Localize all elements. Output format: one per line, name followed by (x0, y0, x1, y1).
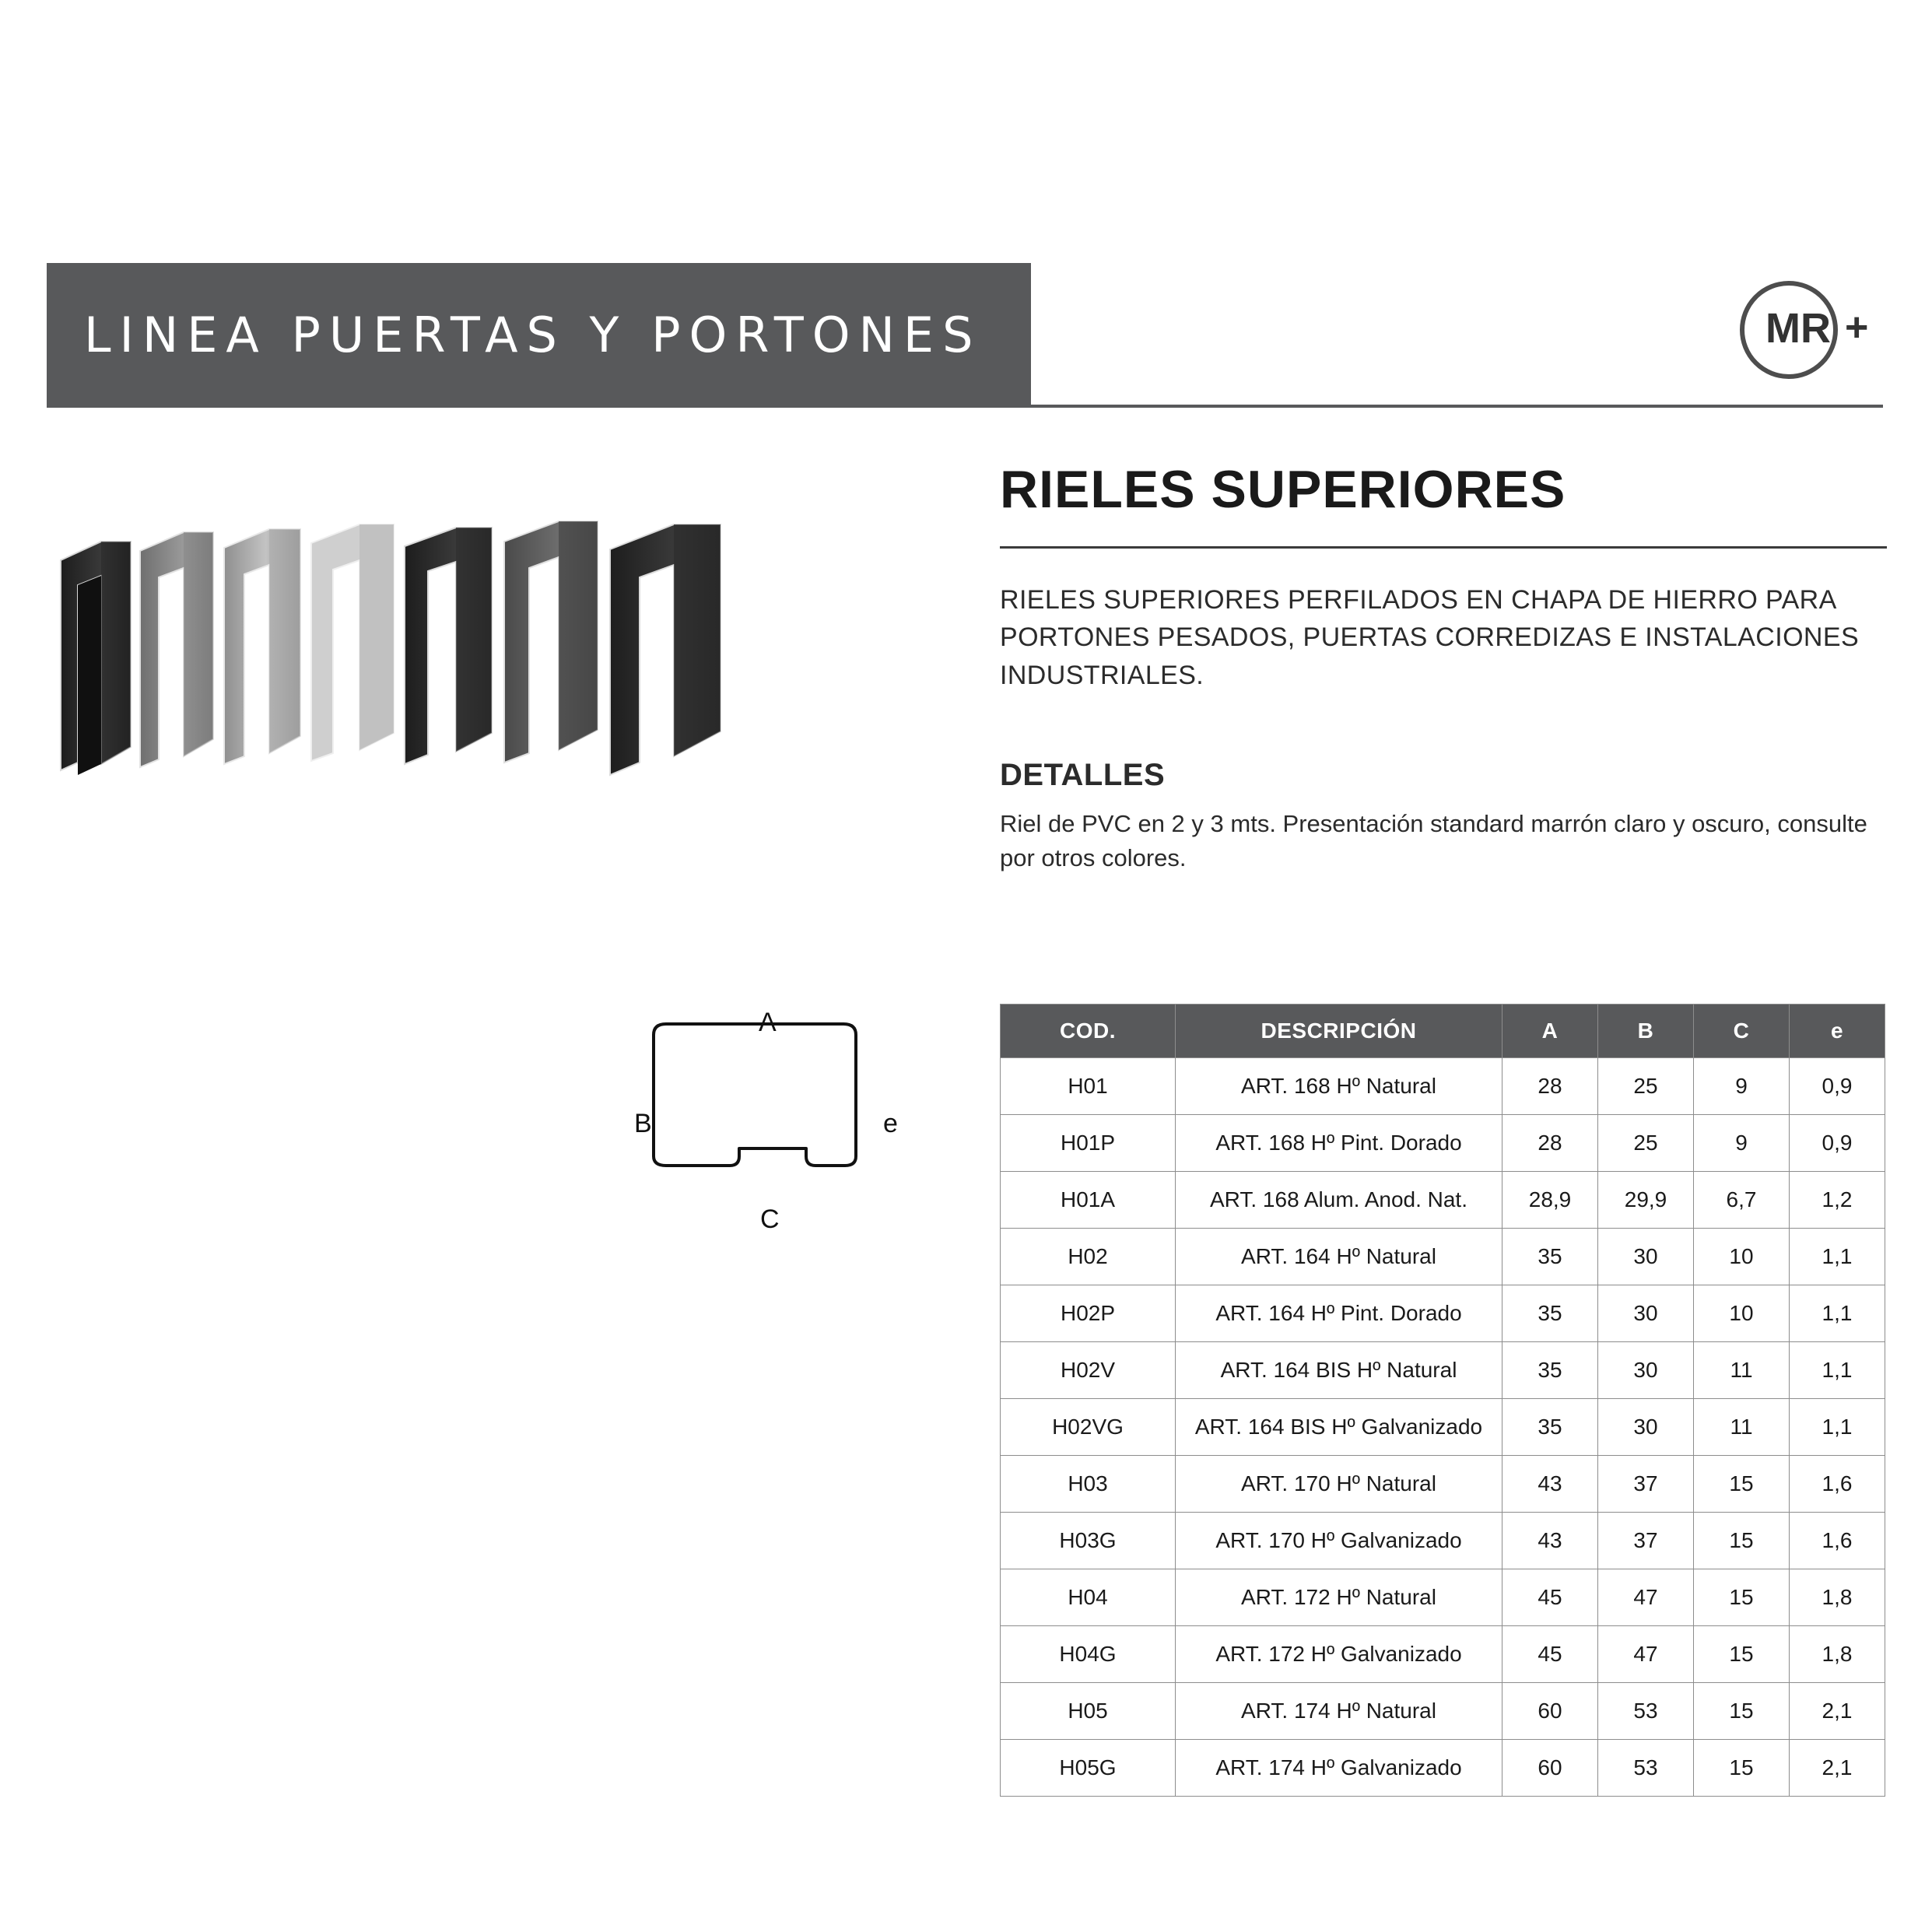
table-row (1001, 1683, 1885, 1740)
table-cell-a: 35 (1502, 1285, 1598, 1342)
rail-item (504, 521, 598, 763)
table-cell-cod: H05 (1001, 1683, 1176, 1740)
table-cell-cod: H03 (1001, 1456, 1176, 1513)
table-cell-cod: H02P (1001, 1285, 1176, 1342)
dimension-label-c: C (760, 1204, 780, 1234)
table-row (1001, 1740, 1885, 1797)
table-cell-cod: H04G (1001, 1626, 1176, 1683)
table-cell-c: 10 (1694, 1229, 1790, 1285)
table-header-a: A (1502, 1005, 1598, 1058)
svg-text:MR: MR (1765, 305, 1831, 352)
rail-item (311, 524, 394, 761)
table-cell-a: 60 (1502, 1740, 1598, 1797)
table-cell-b: 53 (1598, 1740, 1694, 1797)
table-cell-a: 28 (1502, 1058, 1598, 1115)
table-cell-b: 30 (1598, 1399, 1694, 1456)
table-cell-c: 15 (1694, 1740, 1790, 1797)
brand-logo (1728, 274, 1884, 391)
dimension-label-a: A (759, 1008, 777, 1037)
table-cell-e: 2,1 (1790, 1740, 1885, 1797)
table-cell-a: 28 (1502, 1115, 1598, 1172)
table-cell-c: 15 (1694, 1513, 1790, 1569)
title-divider (1000, 546, 1887, 549)
table-cell-c: 10 (1694, 1285, 1790, 1342)
table-cell-e: 1,6 (1790, 1513, 1885, 1569)
header-divider (47, 405, 1883, 408)
table-cell-a: 28,9 (1502, 1172, 1598, 1229)
table-cell-b: 25 (1598, 1115, 1694, 1172)
table-body (1001, 1058, 1885, 1797)
table-cell-b: 29,9 (1598, 1172, 1694, 1229)
table-cell-b: 30 (1598, 1342, 1694, 1399)
table-cell-c: 15 (1694, 1626, 1790, 1683)
table-cell-desc: ART. 170 Hº Natural (1176, 1456, 1502, 1513)
table-cell-e: 1,8 (1790, 1626, 1885, 1683)
table-row (1001, 1285, 1885, 1342)
table-cell-desc: ART. 168 Hº Natural (1176, 1058, 1502, 1115)
table-header-desc: DESCRIPCIÓN (1176, 1005, 1502, 1058)
table-header-b: B (1598, 1005, 1694, 1058)
table-cell-b: 25 (1598, 1058, 1694, 1115)
table-cell-a: 35 (1502, 1229, 1598, 1285)
table-row (1001, 1569, 1885, 1626)
table-cell-e: 2,1 (1790, 1683, 1885, 1740)
table-cell-desc: ART. 168 Alum. Anod. Nat. (1176, 1172, 1502, 1229)
table-header-row (1001, 1005, 1885, 1058)
rail-item (224, 529, 300, 764)
table-cell-b: 47 (1598, 1626, 1694, 1683)
rail-item (610, 524, 721, 775)
rail-item (405, 528, 492, 764)
table-cell-desc: ART. 174 Hº Galvanizado (1176, 1740, 1502, 1797)
table-cell-a: 43 (1502, 1513, 1598, 1569)
table-cell-e: 1,1 (1790, 1399, 1885, 1456)
table-cell-e: 1,8 (1790, 1569, 1885, 1626)
table-cell-desc: ART. 172 Hº Galvanizado (1176, 1626, 1502, 1683)
mr-logo-icon (1728, 274, 1884, 391)
table-cell-e: 0,9 (1790, 1115, 1885, 1172)
table-cell-b: 37 (1598, 1513, 1694, 1569)
page-title: LINEA PUERTAS Y PORTONES (84, 307, 982, 363)
spec-table-container (1000, 1004, 1885, 1797)
table-cell-e: 1,6 (1790, 1456, 1885, 1513)
table-cell-e: 1,1 (1790, 1285, 1885, 1342)
table-cell-desc: ART. 168 Hº Pint. Dorado (1176, 1115, 1502, 1172)
table-cell-cod: H01P (1001, 1115, 1176, 1172)
table-cell-a: 45 (1502, 1626, 1598, 1683)
table-row (1001, 1456, 1885, 1513)
table-cell-e: 0,9 (1790, 1058, 1885, 1115)
product-photo (47, 514, 965, 949)
table-cell-desc: ART. 172 Hº Natural (1176, 1569, 1502, 1626)
table-row (1001, 1229, 1885, 1285)
spec-table (1000, 1004, 1885, 1797)
table-cell-cod: H02V (1001, 1342, 1176, 1399)
table-cell-cod: H01A (1001, 1172, 1176, 1229)
table-cell-cod: H04 (1001, 1569, 1176, 1626)
table-cell-desc: ART. 164 Hº Natural (1176, 1229, 1502, 1285)
header-band (47, 263, 1031, 407)
table-cell-b: 30 (1598, 1229, 1694, 1285)
table-cell-e: 1,1 (1790, 1229, 1885, 1285)
table-row (1001, 1058, 1885, 1115)
rails-illustration (47, 514, 965, 949)
rail-item (61, 542, 131, 775)
table-row (1001, 1626, 1885, 1683)
table-cell-desc: ART. 174 Hº Natural (1176, 1683, 1502, 1740)
table-row (1001, 1342, 1885, 1399)
dimension-label-b: B (634, 1109, 652, 1138)
table-cell-b: 47 (1598, 1569, 1694, 1626)
details-text: Riel de PVC en 2 y 3 mts. Presentación standard marrón claro y oscuro, consulte por otros colores. (1000, 809, 1867, 871)
product-title: RIELES SUPERIORES (1000, 460, 1566, 519)
table-header-c: C (1694, 1005, 1790, 1058)
table-cell-a: 45 (1502, 1569, 1598, 1626)
table-row (1001, 1172, 1885, 1229)
table-row (1001, 1513, 1885, 1569)
table-cell-desc: ART. 170 Hº Galvanizado (1176, 1513, 1502, 1569)
table-cell-c: 15 (1694, 1683, 1790, 1740)
table-header-cod: COD. (1001, 1005, 1176, 1058)
table-header-e: e (1790, 1005, 1885, 1058)
table-row (1001, 1399, 1885, 1456)
table-cell-c: 11 (1694, 1342, 1790, 1399)
table-cell-c: 6,7 (1694, 1172, 1790, 1229)
rail-item (140, 532, 213, 767)
table-cell-cod: H02 (1001, 1229, 1176, 1285)
details-heading: DETALLES (1000, 757, 1166, 792)
table-cell-b: 30 (1598, 1285, 1694, 1342)
table-cell-desc: ART. 164 BIS Hº Natural (1176, 1342, 1502, 1399)
table-cell-a: 43 (1502, 1456, 1598, 1513)
table-cell-e: 1,2 (1790, 1172, 1885, 1229)
table-cell-b: 37 (1598, 1456, 1694, 1513)
table-cell-cod: H02VG (1001, 1399, 1176, 1456)
table-cell-c: 15 (1694, 1456, 1790, 1513)
table-cell-c: 11 (1694, 1399, 1790, 1456)
table-cell-desc: ART. 164 Hº Pint. Dorado (1176, 1285, 1502, 1342)
table-row (1001, 1115, 1885, 1172)
table-cell-cod: H01 (1001, 1058, 1176, 1115)
table-cell-c: 9 (1694, 1115, 1790, 1172)
table-cell-a: 35 (1502, 1399, 1598, 1456)
svg-text:+: + (1845, 305, 1869, 350)
product-info (1000, 459, 1887, 875)
table-cell-b: 53 (1598, 1683, 1694, 1740)
product-description: RIELES SUPERIORES PERFILADOS EN CHAPA DE HIERRO PARA PORTONES PESADOS, PUERTAS CORREDIZAS E INSTALACIONES INDUSTRIALES. (1000, 585, 1860, 690)
table-cell-a: 35 (1502, 1342, 1598, 1399)
table-cell-cod: H05G (1001, 1740, 1176, 1797)
table-cell-a: 60 (1502, 1683, 1598, 1740)
table-cell-c: 9 (1694, 1058, 1790, 1115)
table-cell-cod: H03G (1001, 1513, 1176, 1569)
dimension-label-e: e (883, 1109, 898, 1138)
table-cell-desc: ART. 164 BIS Hº Galvanizado (1176, 1399, 1502, 1456)
table-cell-c: 15 (1694, 1569, 1790, 1626)
table-cell-e: 1,1 (1790, 1342, 1885, 1399)
